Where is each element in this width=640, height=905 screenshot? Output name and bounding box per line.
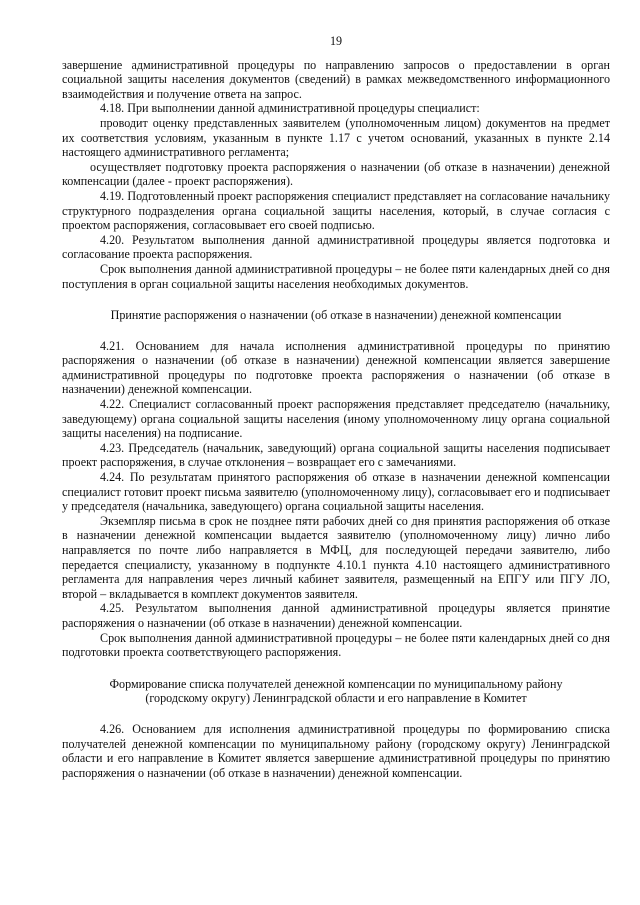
section-heading [62, 677, 610, 706]
page-number: 19 [329, 34, 343, 48]
paragraph: 4.23. Председатель (начальник, заведующий) органа социальной защиты населения подписывает проект распоряжения, в случае отклонения – возвращает его с замечаниями. [62, 440, 610, 470]
paragraph: осуществляет подготовку проекта распоряжения о назначении (об отказе в назначении) денежной компенсации (далее - проект распоряжения). [62, 159, 610, 189]
paragraph: 4.21. Основанием для начала исполнения административной процедуры по принятию распоряжения о назначении (об отказе в назначении) денежной компенсации является завершение административной процедуры по подготовке проекта распоряжения о назначении (об отказе в назначении) денежной компенсации. [62, 338, 610, 397]
paragraph: проводит оценку представленных заявителем (уполномоченным лицом) документов на предмет их соответствия условиям, указанным в пункте 1.17 с учетом оснований, указанных в пункте 2.14 настоящего административного регламента; [62, 115, 610, 160]
paragraph: 4.20. Результатом выполнения данной административной процедуры является подготовка и согласование проекта распоряжения. [62, 232, 610, 262]
section-heading-line: (городскому округу) Ленинградской области и его направление в Комитет [145, 691, 527, 706]
paragraph: завершение административной процедуры по направлению запросов о предоставлении в орган социальной защиты населения документов (сведений) в рамках межведомственного информационного взаимодействия и получение ответа на запрос. [62, 57, 610, 101]
section-heading: Принятие распоряжения о назначении (об отказе в назначении) денежной компенсации [110, 308, 562, 323]
paragraph: 4.24. По результатам принятого распоряжения об отказе в назначении денежной компенсации специалист готовит проект письма заявителю (уполномоченному лицу), согласовывает его и подписывает у председателя (начальника, заведующего) органа социальной защиты населения. [62, 470, 610, 514]
section-heading-line: Формирование списка получателей денежной компенсации по муниципальному району [109, 676, 563, 691]
paragraph: Срок выполнения данной административной процедуры – не более пяти календарных дней со дня поступления в орган социальной защиты населения необходимых документов. [62, 261, 610, 291]
paragraph: 4.18. При выполнении данной административной процедуры специалист: [100, 101, 480, 116]
document-page [62, 34, 610, 780]
paragraph: 4.26. Основанием для исполнения административной процедуры по формированию списка получателей денежной компенсации по муниципальному району (городскому округу) Ленинградской области и его направление в Комитет является завершение административной процедуры по принятию распоряжения о назначении (об отказе в назначении) денежной компенсации. [62, 721, 610, 780]
paragraph: 4.19. Подготовленный проект распоряжения специалист представляет на согласование начальнику структурного подразделения органа социальной защиты населения, который, в случае согласия с проектом распоряжения, согласовывает его своей подписью. [62, 188, 610, 233]
paragraph: 4.25. Результатом выполнения данной административной процедуры является принятие распоряжения о назначении (об отказе в назначении) денежной компенсации. [62, 601, 610, 630]
paragraph: 4.22. Специалист согласованный проект распоряжения представляет председателю (начальнику, заведующему) органа социальной защиты населения (иному уполномоченному лицу органа социальной защиты населения) на подписание. [62, 397, 610, 441]
paragraph: Экземпляр письма в срок не позднее пяти рабочих дней со дня принятия распоряжения об отказе в назначении денежной компенсации выдается заявителю (уполномоченному лицу) лично либо направляется по почте либо направляется в МФЦ, для последующей передачи заявителю, либо передается специалисту, указанному в подпункте 4.10.1 пункта 4.10 настоящего административного регламента для направления через личный кабинет заявителя, размещенный на ЕПГУ или ПГУ ЛО, второй – вкладывается в комплект документов заявителя. [62, 513, 610, 601]
paragraph: Срок выполнения данной административной процедуры – не более пяти календарных дней со дня подготовки проекта соответствующего распоряжения. [62, 630, 610, 660]
